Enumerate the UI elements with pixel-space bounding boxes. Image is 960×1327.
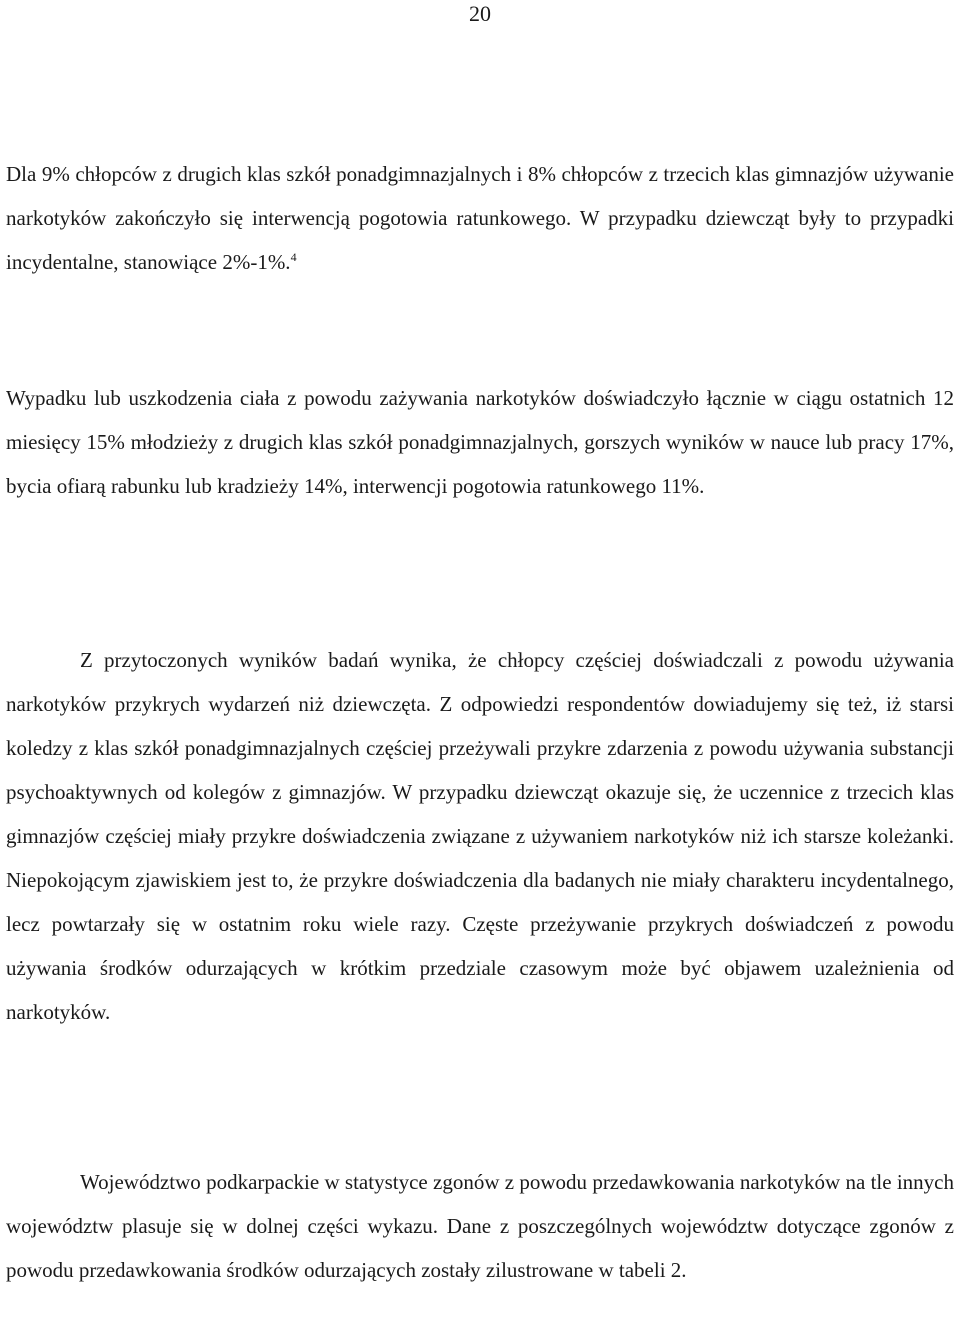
page-number: 20 (469, 1, 491, 26)
paragraph-conclusions: Z przytoczonych wyników badań wynika, że chłopcy częściej doświadczali z powodu używania narkotyków przykrych wydarzeń niż dziewczęta. Z odpowiedzi respondentów dowiadujemy się też, iż starsi koledzy z klas szkół ponadgimnazjalnych częściej przeżywali przykre zdarzenia z powodu używania substancji psychoaktywnych od kolegów z gimnazjów. W przypadku dziewcząt okazuje się, że uczennice z trzecich klas gimnazjów częściej miały przykre doświadczenia związane z używaniem narkotyków niż ich starsze koleżanki. Niepokojącym zjawiskiem jest to, że przykre doświadczenia dla badanych nie miały charakteru incydentalnego, lecz powtarzały się w ostatnim roku wiele razy. Częste przeżywanie przykrych doświadczeń z powodu używania środków odurzających w krótkim przedziale czasowym może być objawem uzależnienia od narkotyków. (6, 648, 954, 1024)
paragraph-injury-stats: Wypadku lub uszkodzenia ciała z powodu zażywania narkotyków doświadczyło łącznie w ciągu ostatnich 12 miesięcy 15% młodzieży z drugich klas szkół ponadgimnazjalnych, gorszych wyników w nauce lub pracy 17%, bycia ofiarą rabunku lub kradzieży 14%, interwencji pogotowia ratunkowego 11%. (6, 386, 954, 498)
paragraph-intervention-stats (6, 152, 954, 284)
footnote-marker[interactable]: 4 (290, 250, 297, 264)
paragraph-regional-deaths: Województwo podkarpackie w statystyce zgonów z powodu przedawkowania narkotyków na tle innych województw plasuje się w dolnej części wykazu. Dane z poszczególnych województw dotyczące zgonów z powodu przedawkowania środków odurzających zostały zilustrowane w tabeli 2. (6, 1170, 954, 1282)
paragraph-text: Dla 9% chłopców z drugich klas szkół ponadgimnazjalnych i 8% chłopców z trzecich klas gimnazjów używanie narkotyków zakończyło się interwencją pogotowia ratunkowego. W przypadku dziewcząt były to przypadki incydentalne, stanowiące 2%-1%. (6, 162, 954, 274)
